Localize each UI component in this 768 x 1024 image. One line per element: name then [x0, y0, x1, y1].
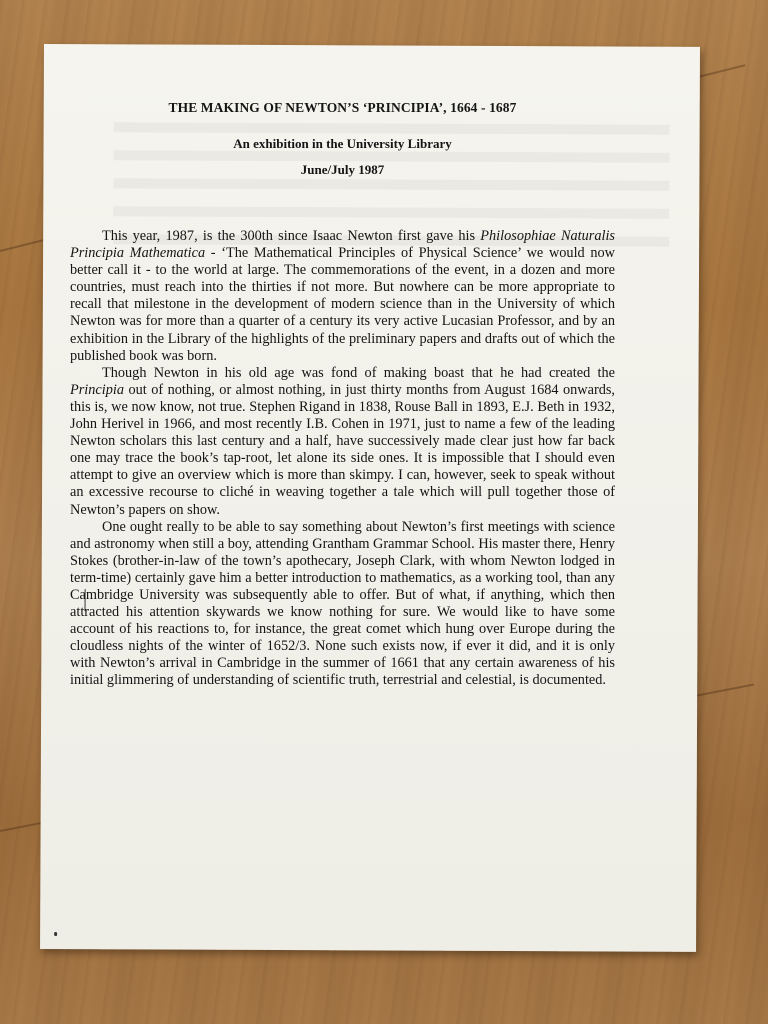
paragraph-2	[70, 365, 615, 519]
document-body	[70, 100, 615, 690]
document-subtitle: An exhibition in the University Library	[233, 136, 452, 151]
paragraph-3-text: One ought really to be able to say something about Newton’s first meetings with science and astronomy when still a boy, attending Grantham Grammar School. His master there, Henry Stokes (brother-in-law of the town’s apothecary, Joseph Clark, with whom Newton lodged in term-time) certainly gave him a better introduction to mathematics, as a working tool, than any Cambridge University was subsequently able to offer. But of what, if anything, which then attracted his attention skywards we know nothing for sure. We would like to have some account of his reactions to, for instance, the great comet which hung over Europe during the cloudless nights of the winter of 1652/3. None such exists now, if ever it did, and it is only with Newton’s arrival in Cambridge in the summer of 1661 that any certain awareness of his initial glimmering of understanding of scientific truth, terrestrial and celestial, is documented.	[70, 518, 615, 689]
document-title: THE MAKING OF NEWTON’S ‘PRINCIPIA’, 1664 - 1687	[168, 100, 517, 115]
paragraph-1-text: This year, 1987, is the 300th since Isaac Newton first gave his	[102, 228, 481, 244]
book-title-italic: Philosophiae Naturalis Principia Mathematica	[70, 228, 615, 262]
article-text	[70, 228, 615, 690]
paragraph-2-text: Though Newton in his old age was fond of making boast that he had created the	[102, 364, 615, 381]
paragraph-1-text-cont: - ‘The Mathematical Principles of Physical Science’ we would now better call it - to the world at large. The commemorations of the event, in a dozen and more countries, must reach into the thirties if not more. But nowhere can be more appropriate to recall that milestone in the development of modern science than in the University of which Newton was for more than a quarter of a century its very active Lucasian Professor, and by an exhibition in the Library of the highlights of the preliminary papers and drafts out of which the published book was born.	[70, 245, 615, 364]
paragraph-1	[70, 228, 615, 365]
paper-speck	[54, 932, 57, 936]
document-date: June/July 1987	[300, 162, 385, 177]
paragraph-2-text-cont: out of nothing, or almost nothing, in just thirty months from August 1684 onwards, this is, we now know, not true. Stephen Rigand in 1838, Rouse Ball in 1893, E.J. Beth in 1932, John Herivel in 1966, and most recently I.B. Cohen in 1971, just to name a few of the leading Newton scholars this last century and a half, have successively made clear just how far back one may trace the book’s tap-root, let alone its side ones. It is impossible that I should even attempt to give an overview which is more than skimpy. I can, however, seek to speak without an excessive recourse to cliché in weaving together a tale which will pull together those of Newton’s papers on show.	[70, 381, 615, 518]
paragraph-3	[70, 519, 615, 690]
book-title-italic: Principia	[70, 381, 125, 398]
